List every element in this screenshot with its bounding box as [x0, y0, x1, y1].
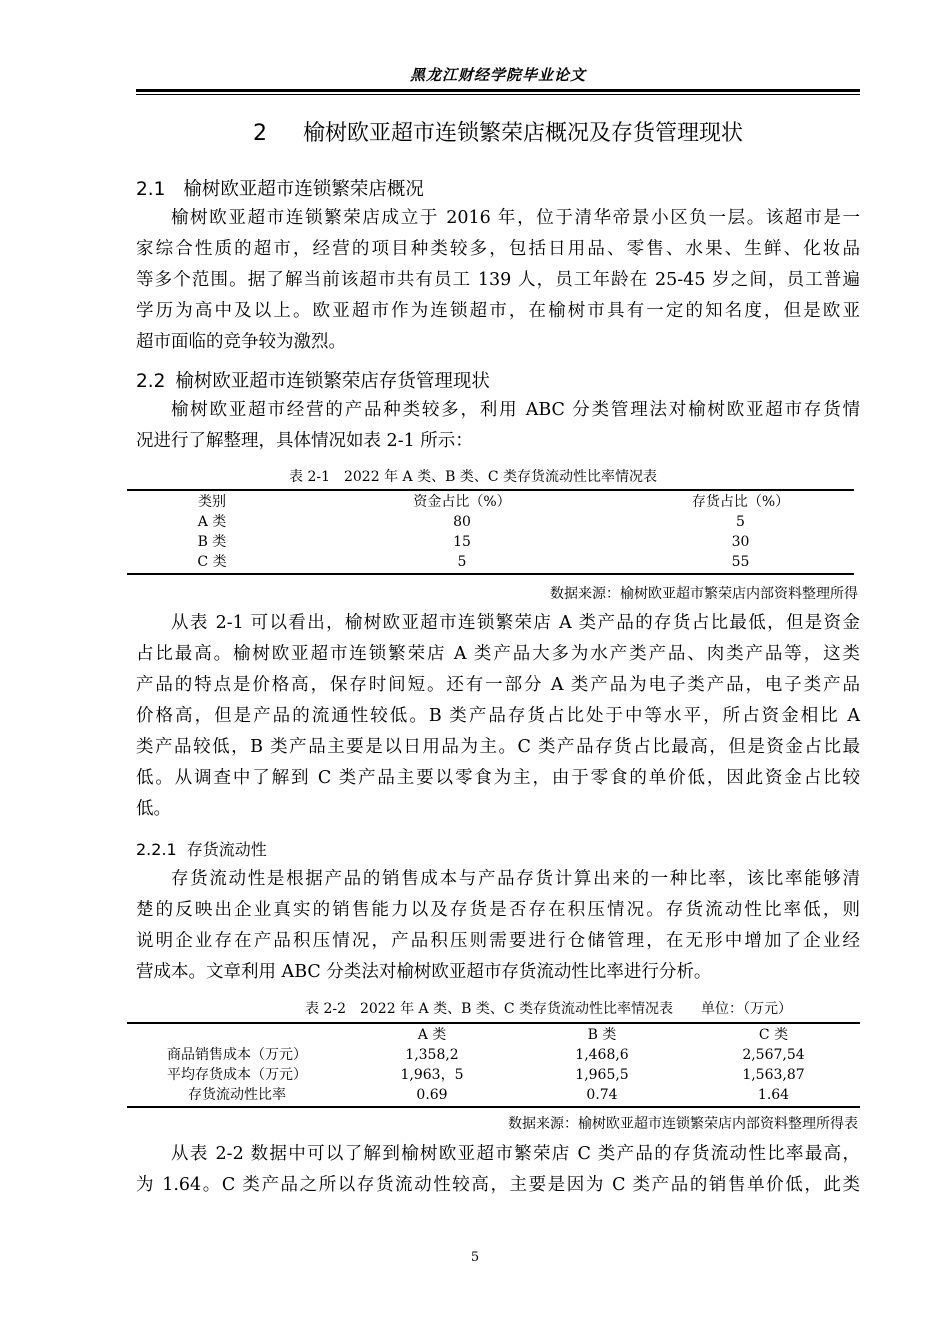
text-line: 学历为高中及以上。欧亚超市作为连锁超市，在榆树市具有一定的知名度，但是欧亚 [136, 301, 860, 321]
paragraph-liquidity [136, 864, 860, 988]
page-number: 5 [470, 1250, 480, 1265]
text-line: 楚的反映出企业真实的销售能力以及存货是否存在积压情况。存货流动性比率低，则 [136, 900, 860, 920]
table-caption-2-1: 表 2-1 2022 年 A 类、B 类、C 类存货流动性比率情况表 [289, 469, 657, 485]
table-header-row [127, 492, 854, 512]
paragraph-table-analysis [136, 608, 860, 825]
text-line: 为 1.64。C 类产品之所以存货流动性较高，主要是因为 C 类产品的销售单价低，此类 [136, 1175, 860, 1195]
table-cell: 80 [453, 514, 471, 530]
table-top-rule [127, 489, 854, 491]
subsection-heading-2-2-1 [136, 837, 267, 860]
text-line: 类产品较低，B 类产品主要是以日用品为主。C 类产品存货占比最高，但是资金占比最 [136, 737, 860, 757]
text-line: 说明企业存在产品积压情况，产品积压则需要进行仓储管理，在无形中增加了企业经 [136, 931, 860, 951]
table-bottom-rule [127, 573, 854, 575]
table-header-cell: C 类 [758, 1027, 789, 1043]
text-line: 况进行了解整理，具体情况如表 2-1 所示： [136, 431, 473, 451]
table-cell: 15 [453, 534, 471, 550]
table-cell: 存货流动性比率 [188, 1087, 286, 1103]
table-cell: 1,965,5 [575, 1067, 629, 1083]
text-line: 超市面临的竞争较为激烈。 [136, 332, 346, 352]
table-2-1 [127, 492, 854, 572]
section-number: 2.2 [136, 371, 166, 392]
table-cell: A 类 [197, 514, 227, 530]
text-line: 占比最高。榆树欧亚超市连锁繁荣店 A 类产品大多为水产类产品、肉类产品等，这类 [136, 644, 860, 664]
table-row [127, 1065, 860, 1085]
table-header-cell: 类别 [198, 494, 226, 510]
table-cell: 5 [736, 514, 745, 530]
text-line: 榆树欧亚超市连锁繁荣店成立于 2016 年，位于清华帝景小区负一层。该超市是一 [171, 208, 860, 228]
table-cell: 1,963，5 [400, 1067, 464, 1083]
text-line: 存货流动性是根据产品的销售成本与产品存货计算出来的一种比率，该比率能够清 [171, 869, 860, 889]
text-line: 产品的特点是价格高，保存时间短。还有一部分 A 类产品为电子类产品，电子类产品 [136, 675, 860, 695]
table-header-cell: 存货占比（%） [691, 494, 790, 510]
text-line: 价格高，但是产品的流通性较低。B 类产品存货占比处于中等水平，所占资金相比 A [136, 706, 860, 726]
paragraph-abc-intro [136, 395, 860, 457]
text-line: 低。 [136, 799, 171, 819]
text-line: 榆树欧亚超市经营的产品种类较多，利用 ABC 分类管理法对榆树欧亚超市存货情 [171, 400, 860, 420]
table-cell: 平均存货成本（万元） [167, 1067, 307, 1083]
section-heading-2-1 [136, 175, 424, 201]
table-cell: B 类 [197, 534, 227, 550]
chapter-number: 2 [252, 121, 267, 146]
table-header-cell: 资金占比（%） [413, 494, 511, 510]
table-top-rule [127, 1022, 860, 1024]
chapter-title: 榆树欧亚超市连锁繁荣店概况及存货管理现状 [302, 121, 743, 146]
table-source-2-1: 数据来源：榆树欧亚超市繁荣店内部资料整理所得 [550, 586, 858, 602]
chapter-heading [136, 116, 860, 147]
table-cell: 1.64 [757, 1087, 790, 1103]
paragraph-table2-analysis [136, 1139, 860, 1201]
text-line: 从表 2-1 可以看出，榆树欧亚超市连锁繁荣店 A 类产品的存货占比最低，但是资金 [171, 613, 860, 633]
table-header-cell [127, 1025, 347, 1045]
table-cell: 0.74 [586, 1087, 618, 1103]
paragraph-overview [136, 203, 860, 358]
text-line: 营成本。文章利用 ABC 分类法对榆树欧亚超市存货流动性比率进行分析。 [136, 962, 712, 982]
table-bottom-rule [127, 1106, 860, 1108]
section-title: 榆树欧亚超市连锁繁荣店概况 [183, 179, 424, 200]
text-line: 从表 2-2 数据中可以了解到榆树欧亚超市繁荣店 C 类产品的存货流动性比率最高， [171, 1144, 860, 1164]
table-cell: 30 [731, 534, 750, 550]
table-header-cell: A 类 [417, 1027, 447, 1043]
header-rule-thick [136, 89, 860, 92]
section-number: 2.1 [136, 179, 166, 200]
table-cell: C 类 [197, 554, 227, 570]
table-cell: 1,563,87 [742, 1067, 805, 1083]
table-row [127, 532, 854, 552]
table-2-2 [127, 1025, 860, 1105]
table-cell: 1,468,6 [575, 1047, 629, 1063]
table-row [127, 552, 854, 572]
text-line: 家综合性质的超市，经营的项目种类较多，包括日用品、零售、水果、生鲜、化妆品 [136, 239, 860, 259]
table-cell: 0.69 [416, 1087, 448, 1103]
table-row [127, 512, 854, 532]
subsection-title: 存货流动性 [186, 840, 267, 859]
table-cell: 55 [731, 554, 750, 570]
text-line: 等多个范围。据了解当前该超市共有员工 139 人，员工年龄在 25-45 岁之间，员工普遍 [136, 270, 860, 290]
table-cell: 2,567,54 [742, 1047, 805, 1063]
subsection-number: 2.2.1 [136, 840, 177, 859]
section-title: 榆树欧亚超市连锁繁荣店存货管理现状 [175, 371, 490, 392]
table-source-2-2: 数据来源：榆树欧亚超市连锁繁荣店内部资料整理所得表 [508, 1116, 858, 1132]
header-rule-thin [136, 94, 860, 95]
table-header-row [127, 1025, 860, 1045]
table-header-cell: B 类 [587, 1027, 617, 1043]
table-caption-2-2: 表 2-2 2022 年 A 类、B 类、C 类存货流动性比率情况表 单位：（万元） [305, 1001, 792, 1017]
table-row [127, 1085, 860, 1105]
text-line: 低。从调查中了解到 C 类产品主要以零食为主，由于零食的单价低，因此资金占比较 [136, 768, 860, 788]
table-cell: 1,358,2 [405, 1047, 459, 1063]
table-cell: 商品销售成本（万元） [167, 1047, 307, 1063]
section-heading-2-2 [136, 367, 490, 393]
running-header: 黑龙江财经学院毕业论文 [409, 66, 586, 84]
table-row [127, 1045, 860, 1065]
table-cell: 5 [457, 554, 467, 570]
